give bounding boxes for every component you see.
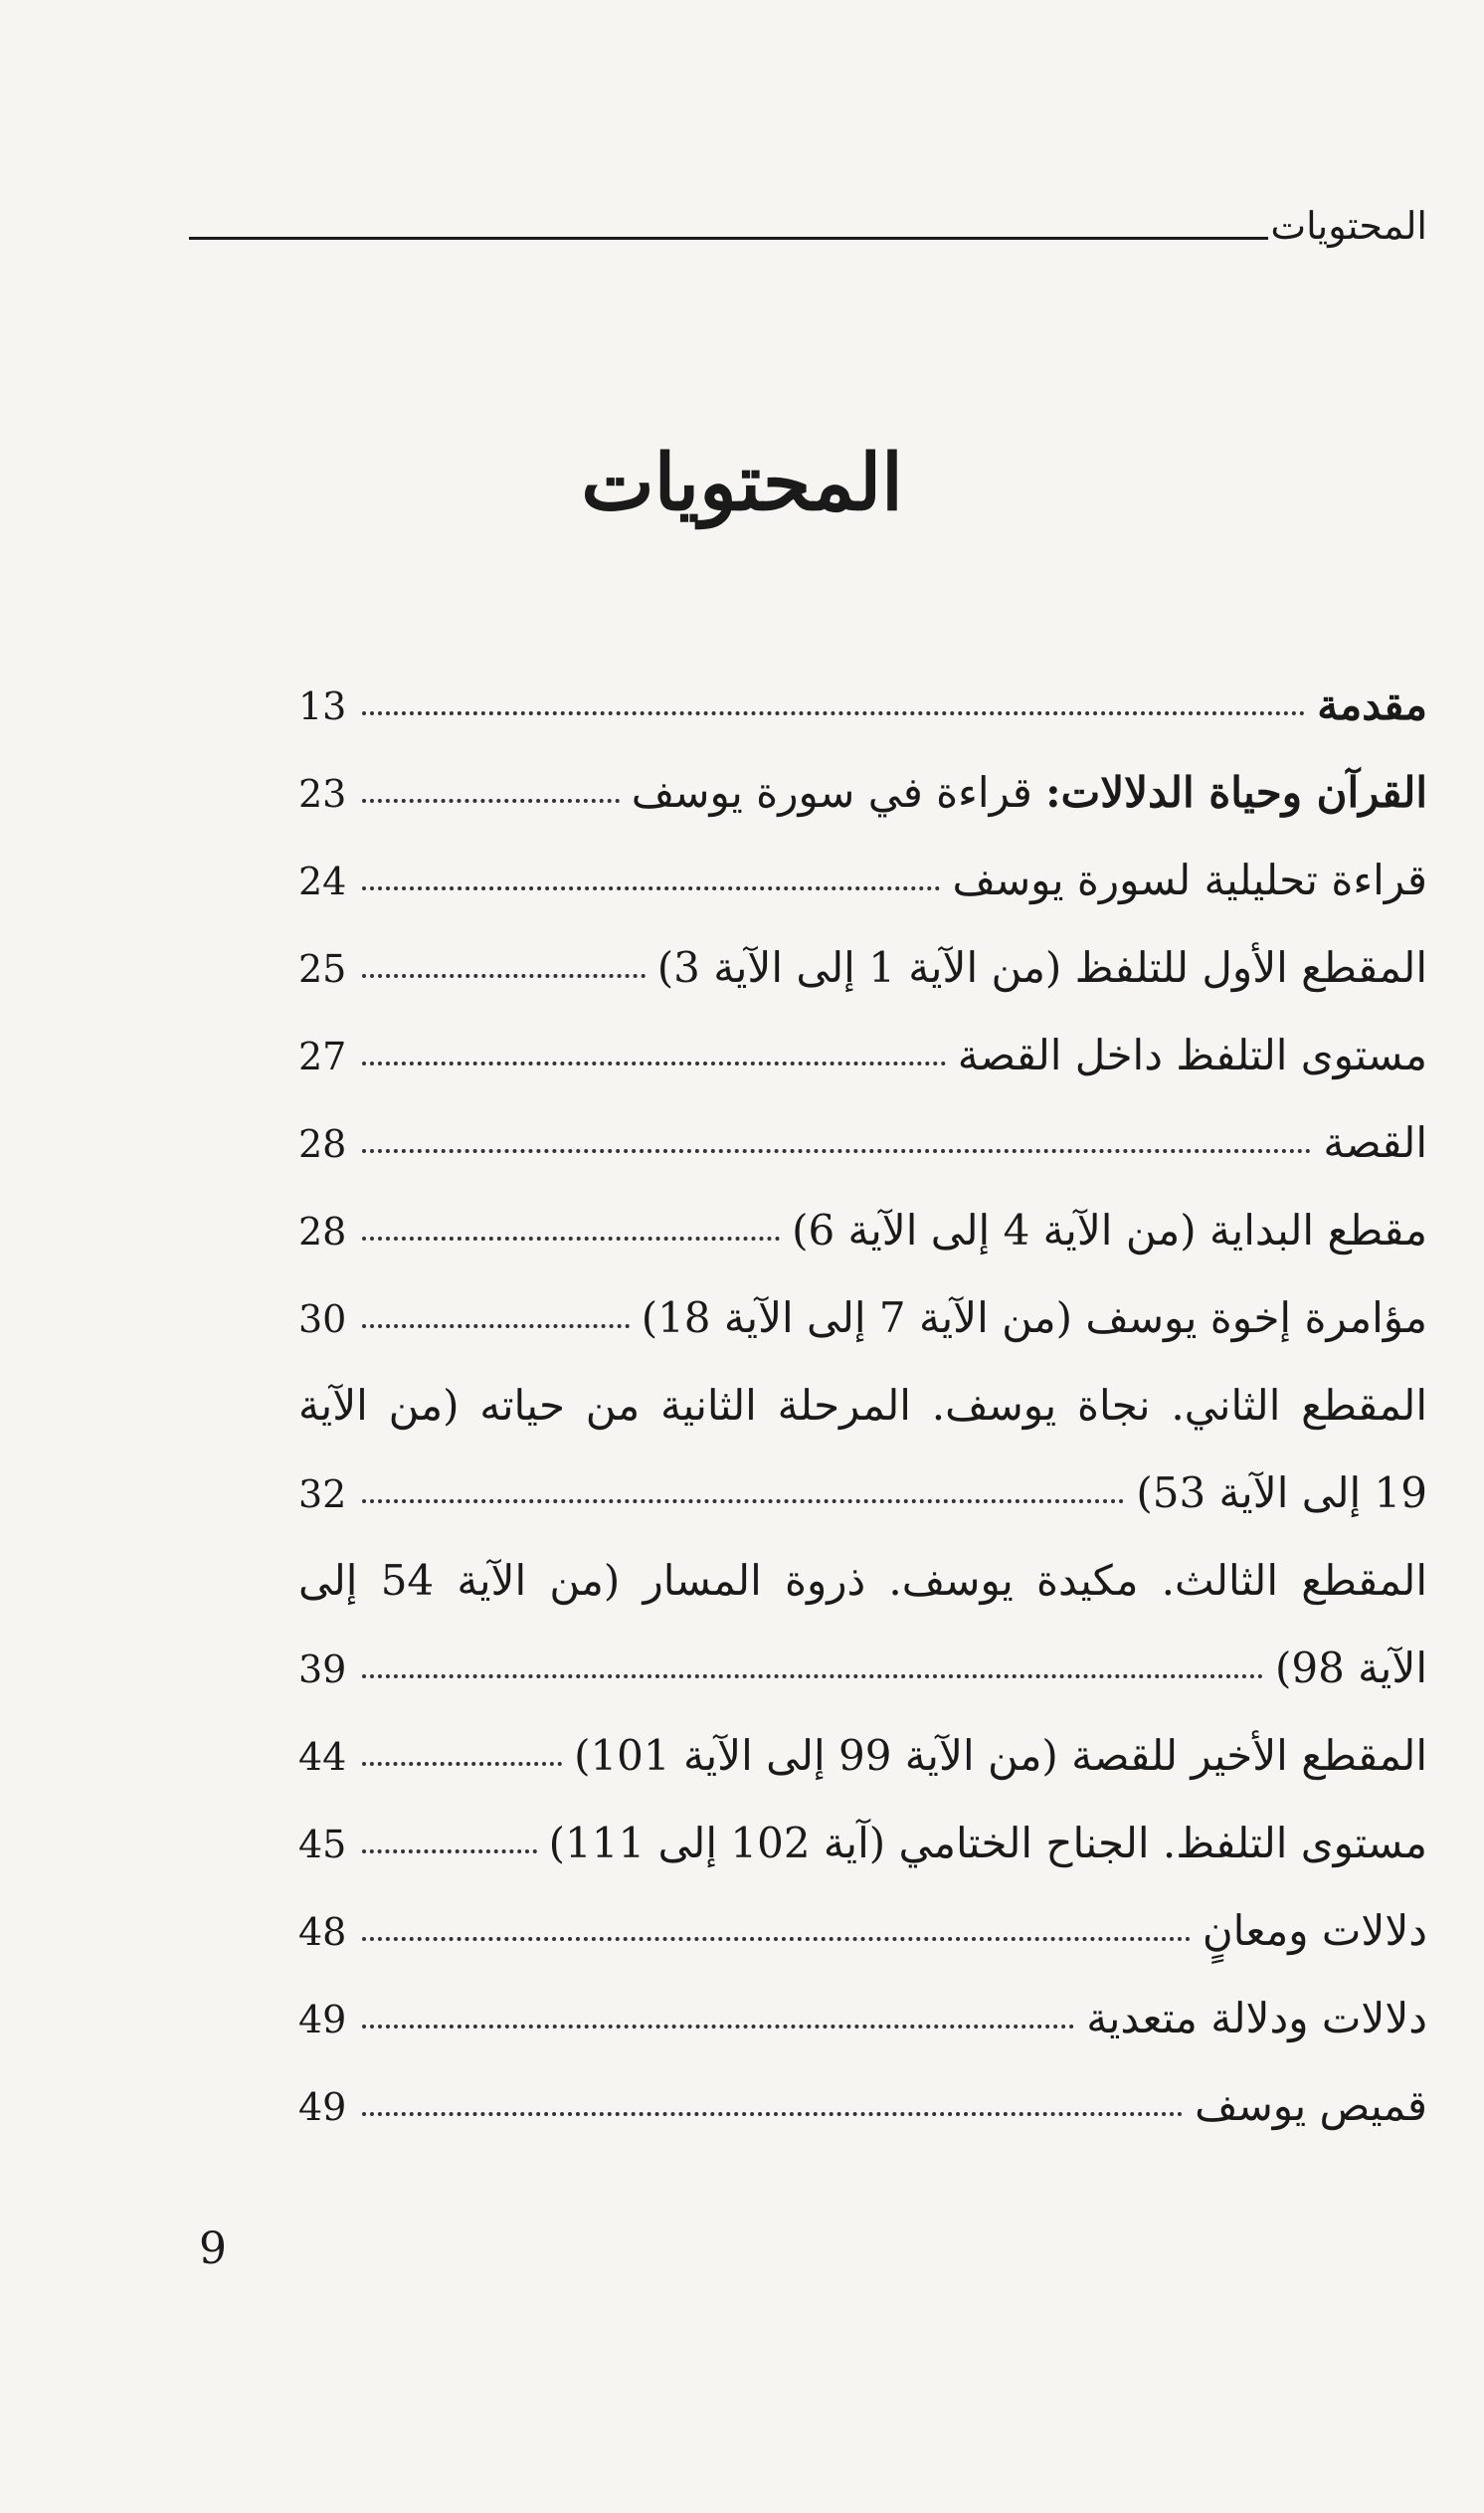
- toc-entry[interactable]: [298, 1362, 1427, 1537]
- dot-leader: [362, 1324, 630, 1328]
- toc-entry[interactable]: [298, 1099, 1427, 1187]
- table-of-contents: [298, 662, 1427, 2150]
- running-header: [189, 204, 1427, 264]
- dot-leader: [362, 799, 620, 803]
- toc-entry-page: 48: [298, 1910, 347, 1954]
- toc-entry-title: [620, 749, 1427, 837]
- toc-entry[interactable]: [298, 1187, 1427, 1274]
- toc-entry-page: 30: [298, 1297, 347, 1341]
- toc-entry-page: 28: [298, 1122, 347, 1166]
- dot-leader: [362, 1674, 1263, 1678]
- dot-leader: [362, 1849, 537, 1853]
- toc-entry-title: مقدمة: [1317, 680, 1427, 729]
- dot-leader: [362, 1237, 780, 1241]
- toc-entry-page: 49: [298, 1998, 347, 2041]
- toc-entry-title-rest: قراءة في سورة يوسف: [631, 768, 1046, 817]
- toc-entry[interactable]: [298, 1274, 1427, 1362]
- toc-entry-title: دلالات ودلالة متعدية: [1086, 1994, 1427, 2042]
- toc-entry[interactable]: [298, 1887, 1427, 1975]
- toc-entry[interactable]: [298, 662, 1427, 749]
- toc-entry-title: مستوى التلفظ. الجناح الختامي (آية 102 إلى 111): [548, 1819, 1427, 1867]
- toc-entry-title-line1: المقطع الثالث. مكيدة يوسف. ذروة المسار (من الآية 54 إلى: [298, 1556, 1427, 1605]
- toc-entry-page: 32: [298, 1472, 347, 1516]
- toc-entry-page: 44: [298, 1735, 347, 1779]
- dot-leader: [362, 711, 1305, 715]
- running-header-text: المحتويات: [1270, 204, 1427, 248]
- page-number: 9: [199, 2223, 227, 2274]
- toc-entry-title: 19 إلى الآية 53): [1136, 1468, 1427, 1517]
- toc-entry-title: المقطع الأول للتلفظ (من الآية 1 إلى الآية 3): [656, 943, 1427, 992]
- toc-entry-page: 49: [298, 2085, 347, 2129]
- toc-entry-page: 23: [298, 772, 347, 816]
- toc-entry-title-bold: القرآن وحياة الدلالات:: [1045, 768, 1427, 817]
- toc-entry[interactable]: [298, 1537, 1427, 1712]
- dot-leader: [362, 1762, 562, 1766]
- toc-entry-title: مؤامرة إخوة يوسف (من الآية 7 إلى الآية 18): [641, 1293, 1427, 1342]
- toc-entry-title: القصة: [1323, 1118, 1427, 1167]
- dot-leader: [362, 1499, 1124, 1503]
- toc-entry[interactable]: [298, 749, 1427, 837]
- dot-leader: [362, 1062, 946, 1065]
- toc-entry-title: قميص يوسف: [1195, 2081, 1427, 2130]
- toc-entry-page: 39: [298, 1647, 347, 1691]
- toc-entry[interactable]: [298, 1975, 1427, 2062]
- toc-entry-title: مقطع البداية (من الآية 4 إلى الآية 6): [792, 1206, 1427, 1255]
- toc-entry[interactable]: [298, 837, 1427, 924]
- dot-leader: [362, 1937, 1191, 1941]
- toc-entry-title: مستوى التلفظ داخل القصة: [957, 1031, 1427, 1079]
- dot-leader: [362, 974, 646, 978]
- toc-entry-title: الآية 98): [1274, 1643, 1427, 1692]
- toc-entry[interactable]: [298, 924, 1427, 1012]
- toc-entry-title: قراءة تحليلية لسورة يوسف: [952, 856, 1427, 904]
- toc-entry[interactable]: [298, 1800, 1427, 1887]
- toc-entry-page: 13: [298, 684, 347, 728]
- toc-entry-title: المقطع الأخير للقصة (من الآية 99 إلى الآية 101): [574, 1731, 1427, 1780]
- page-title: المحتويات: [581, 438, 903, 528]
- dot-leader: [362, 2112, 1183, 2116]
- toc-entry-page: 45: [298, 1823, 347, 1866]
- dot-leader: [362, 1149, 1311, 1153]
- toc-entry-page: 24: [298, 860, 347, 903]
- toc-entry-title: دلالات ومعانٍ: [1202, 1906, 1427, 1955]
- toc-entry[interactable]: [298, 2062, 1427, 2150]
- dot-leader: [362, 886, 940, 890]
- toc-entry-title-line1: المقطع الثاني. نجاة يوسف. المرحلة الثانية من حياته (من الآية: [298, 1381, 1427, 1430]
- toc-entry-page: 25: [298, 947, 347, 991]
- toc-entry-page: 27: [298, 1035, 347, 1078]
- toc-entry[interactable]: [298, 1712, 1427, 1800]
- toc-entry[interactable]: [298, 1012, 1427, 1099]
- toc-entry-page: 28: [298, 1210, 347, 1254]
- dot-leader: [362, 2025, 1074, 2029]
- header-rule: [189, 237, 1268, 240]
